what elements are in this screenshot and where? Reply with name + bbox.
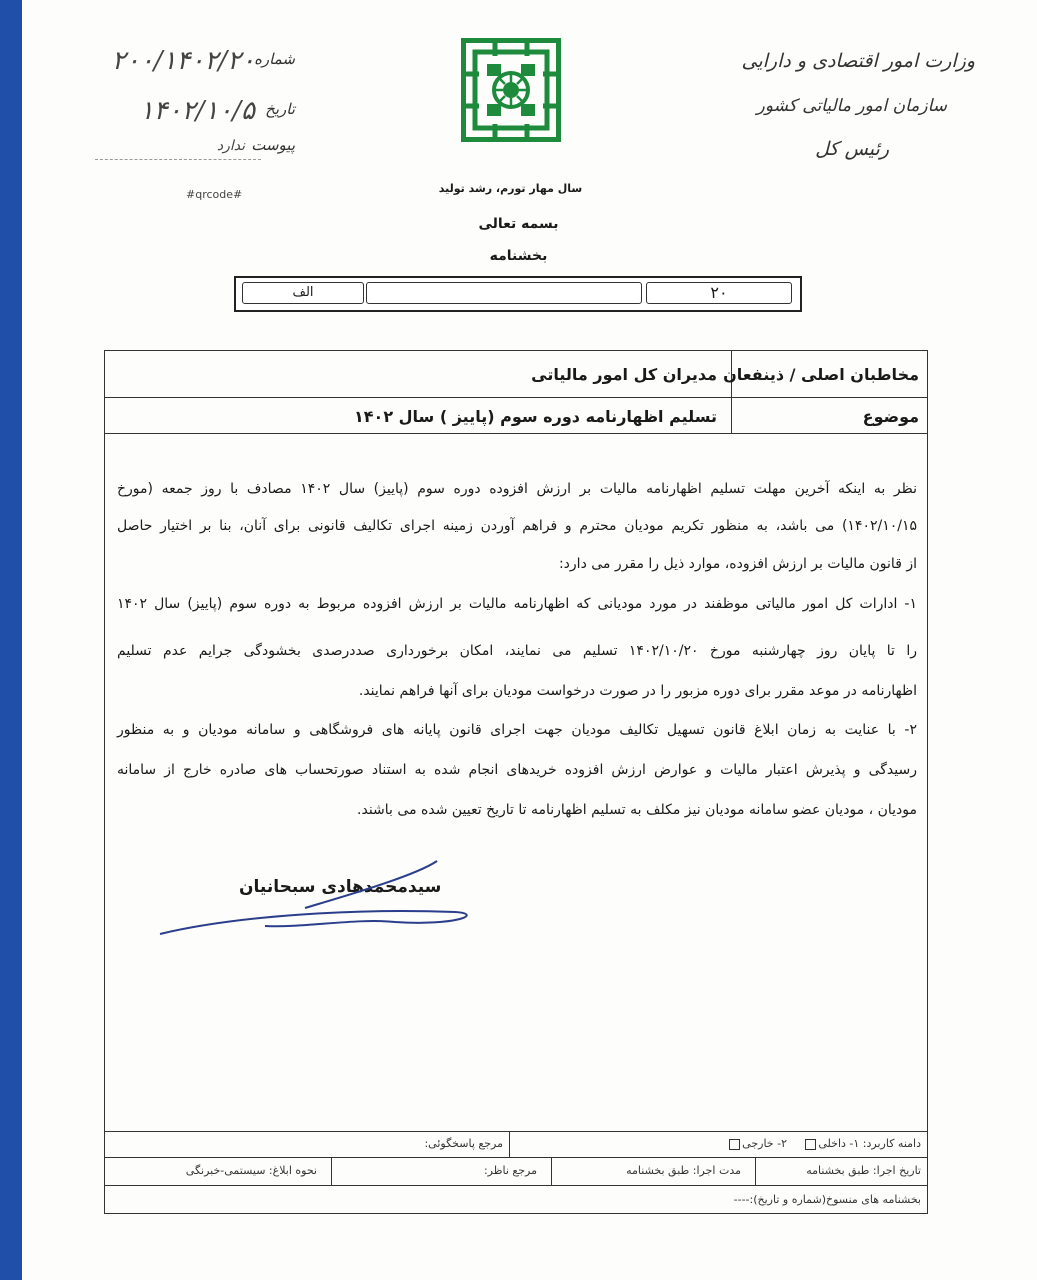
body-line: اظهارنامه در موعد مقرر برای دوره مزبور را در صورت درخواست مودیان برای آنها فراهم نمایند.: [358, 683, 917, 699]
addressee-value: مدیران کل امور مالیاتی: [531, 365, 717, 384]
footer-divider: [105, 1131, 927, 1132]
body-line: از قانون مالیات بر ارزش افزوده، موارد ذیل را مقرر می دارد:: [558, 556, 917, 572]
body-line: را تا پایان روز چهارشنبه مورخ ۱۴۰۲/۱۰/۲۰ تسلیم می نمایند، امکان برخورداری صددرصدی بخشودگی جرایم عدم تسلیم: [117, 643, 917, 659]
scope-external: [727, 1137, 787, 1150]
scope-external-label: ۲- خارجی: [742, 1137, 787, 1150]
body-line: ۲- با عنایت به زمان ابلاغ قانون تسهیل تکالیف مودیان جهت اجرای قانون پایانه های فروشگاهی و سامانه مودیان و به منظور: [117, 722, 917, 738]
col-divider: [731, 351, 732, 433]
strip-middle: [366, 282, 642, 304]
date-label: تاریخ: [265, 100, 295, 118]
footer-col-divider: [509, 1131, 510, 1157]
notify-label: نحوه ابلاغ: سیستمی-خبرنگی: [185, 1164, 317, 1177]
date-value: ۱۴۰۲/۱۰/۵: [139, 96, 255, 126]
exec-date-label: تاریخ اجرا: طبق بخشنامه: [806, 1164, 921, 1177]
org-head: رئیس کل: [815, 138, 889, 160]
strip-letter: الف: [242, 282, 364, 304]
letter-attachment: [95, 132, 295, 162]
scope-internal-checkbox[interactable]: [805, 1139, 816, 1150]
body-line: ۱- ادارات کل امور مالیاتی موظفند در مورد مودیانی که اظهارنامه مالیات بر ارزش افزوده مربوط به دوره سوم (پاییز) سال ۱۴۰۲: [117, 596, 917, 612]
org-ministry: وزارت امور اقتصادی و دارایی: [741, 50, 975, 72]
scope-external-checkbox[interactable]: [729, 1139, 740, 1150]
body-line: مودیان ، مودیان عضو سامانه مودیان نیز مکلف به تسلیم اظهارنامه تا تاریخ تعیین شده می باشند.: [357, 802, 917, 818]
addressee-label: مخاطبان اصلی / ذینفعان: [723, 365, 919, 384]
letter-date: [95, 96, 295, 126]
supervisor-label: مرجع ناظر:: [483, 1164, 537, 1177]
number-label: شماره: [254, 50, 295, 68]
subject-label: موضوع: [862, 407, 919, 426]
circular-number-strip: [234, 276, 802, 312]
exec-period-label: مدت اجرا: طبق بخشنامه: [626, 1164, 741, 1177]
document-type: بخشنامه: [489, 248, 548, 264]
letter-number: [95, 46, 295, 76]
footer-col-divider: [551, 1157, 552, 1185]
circular-table: [104, 350, 928, 1214]
body-line: نظر به اینکه آخرین مهلت تسلیم اظهارنامه مالیات بر ارزش افزوده دوره سوم (پاییز) سال ۱۴۰۲ مصادف با روز جمعه (مورخ: [117, 481, 917, 497]
attachment-value: ندارد: [216, 138, 245, 154]
scope-internal: [803, 1137, 921, 1150]
attachment-label: پیوست: [251, 136, 295, 154]
strip-number: ۲۰: [646, 282, 792, 304]
qrcode-placeholder: #qrcode#: [186, 188, 243, 201]
tax-organization-logo-icon: [461, 38, 561, 142]
body-line: ۱۴۰۲/۱۰/۱۵) می باشد، به منظور تکریم مودیان محترم و فراهم آوردن زمینه اجرای تکالیف قانونی برای آنان، بنا بر اختیار حاصل: [117, 518, 917, 534]
footer-divider: [105, 1157, 927, 1158]
footer-col-divider: [331, 1157, 332, 1185]
scope-label: دامنه کاربرد: ۱- داخلی: [818, 1137, 921, 1150]
year-slogan: سال مهار تورم، رشد تولید: [438, 182, 583, 195]
footer-divider: [105, 1185, 927, 1186]
org-tax-organization: سازمان امور مالیاتی کشور: [756, 96, 947, 116]
signatory-name: سیدمحمدهادی سبحانیان: [239, 877, 442, 897]
body-line: رسیدگی و پذیرش اعتبار مالیات و عوارض ارزش افزوده خریدهای انجام شده به استناد صورتحساب های صادره خارج از سامانه: [117, 762, 917, 778]
cancelled-circulars-label: بخشنامه های منسوخ(شماره و تاریخ):----: [733, 1193, 921, 1206]
reference-label: مرجع پاسخگوئی:: [424, 1137, 503, 1150]
signature-icon: [155, 856, 485, 946]
subject-value: تسلیم اظهارنامه دوره سوم (پاییز ) سال ۱۴۰۲: [354, 407, 717, 426]
row-divider: [105, 433, 927, 434]
basmala: بسمه تعالی: [478, 216, 559, 232]
attachment-underline: [95, 159, 261, 160]
footer-col-divider: [755, 1157, 756, 1185]
row-divider: [105, 397, 927, 398]
number-value: ۲۰۰/۱۴۰۲/۲۰: [111, 46, 255, 76]
